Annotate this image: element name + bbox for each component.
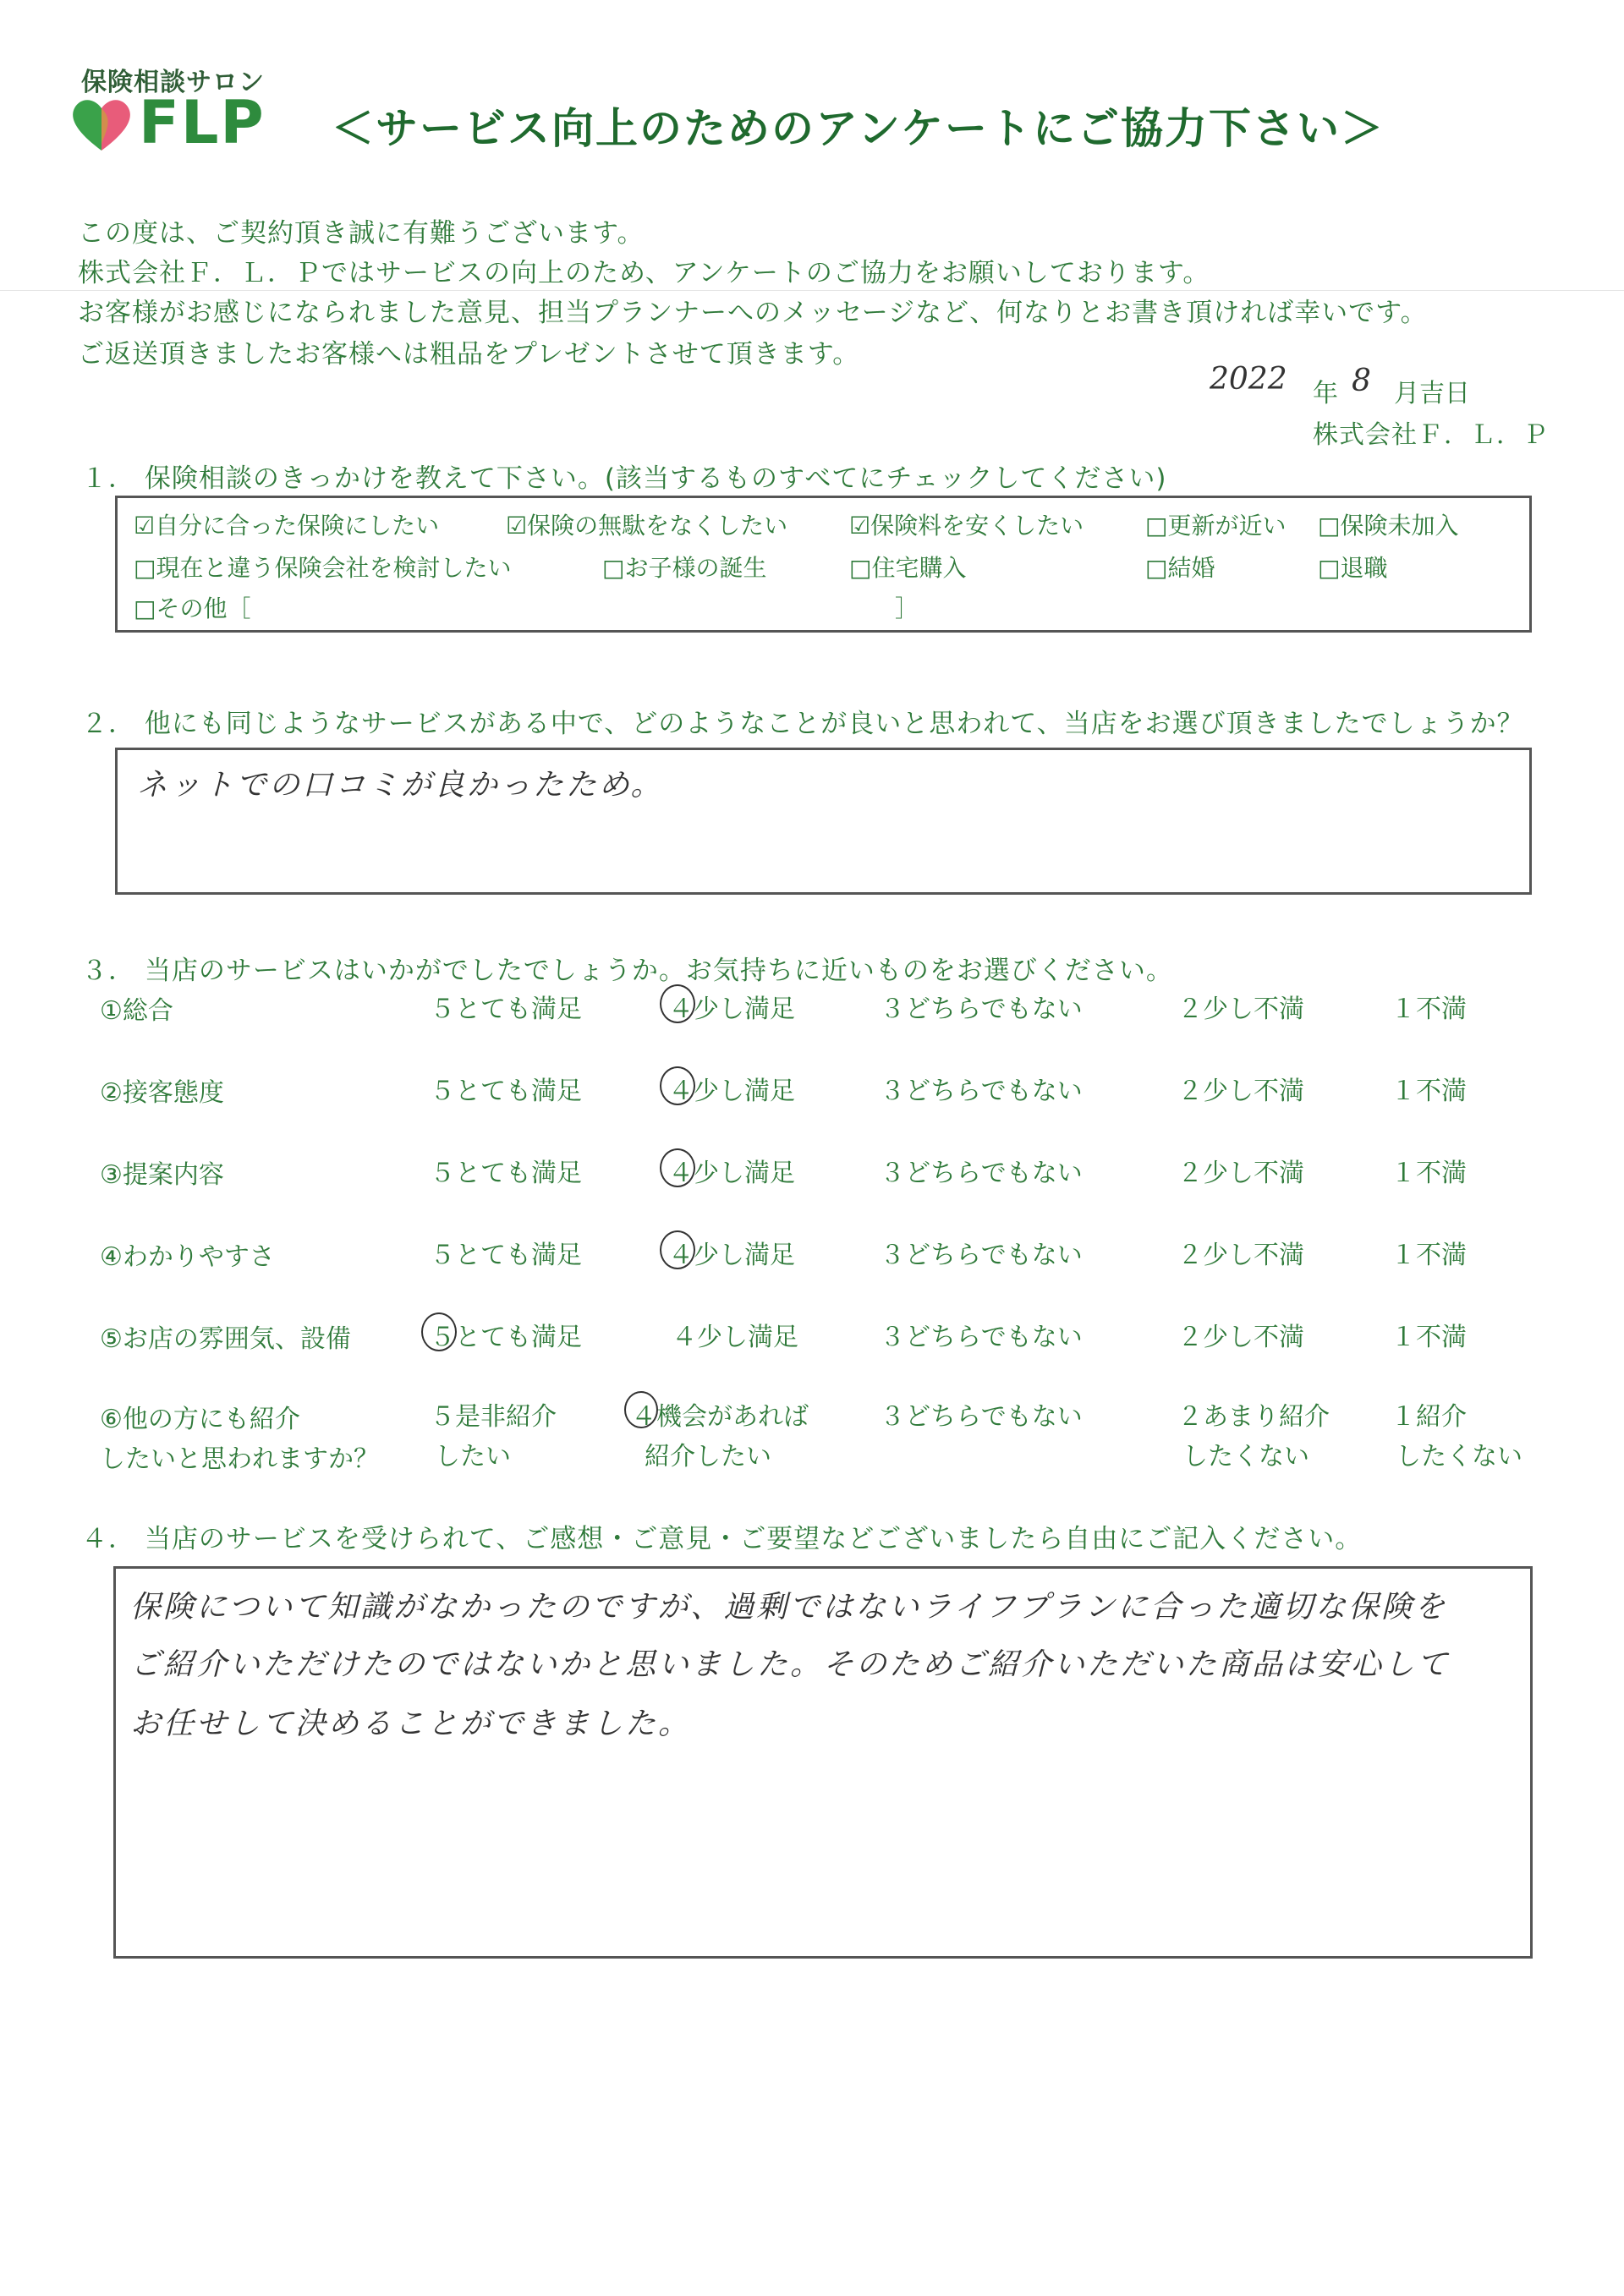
q3-rating-option[interactable]: ４少し満足 [668,1077,795,1106]
q3-rating-option[interactable]: ３どちらでもない [880,1241,1083,1270]
q1-option-other-company[interactable]: □現在と違う保険会社を検討したい [134,554,512,582]
q1-option-waste[interactable]: ☑保険の無駄をなくしたい [506,512,788,540]
q3-rating-option[interactable]: ５とても満足 [430,1241,582,1270]
q3-rating-option[interactable]: ４少し満足 [668,995,795,1024]
q3-rating-option[interactable]: ４少し満足 [668,1241,795,1270]
q3-row6-opt2-line1[interactable]: ２あまり紹介 [1177,1402,1330,1432]
q3-row6-opt1-line1[interactable]: １紹介 [1391,1402,1467,1432]
date-suffix: 月吉日 [1394,379,1470,408]
q3-row6-label-2: したいと思われますか？ [100,1444,379,1474]
q3-row6-opt1-line2: したくない [1396,1442,1522,1471]
q3-rating-option[interactable]: ２少し不満 [1177,995,1304,1024]
q3-selection-circle [660,1230,695,1269]
q3-selection-circle [421,1312,457,1351]
q1-option-cheaper[interactable]: ☑保険料を安くしたい [849,512,1084,540]
q3-row6-selection-circle [624,1391,658,1428]
q4-title: ４． 当店のサービスを受けられて、ご感想・ご意見・ご要望などございましたら自由にご記入ください。 [81,1524,1363,1554]
intro-line-3: お客様がお感じになられました意見、担当プランナーへのメッセージなど、何なりとお書き頂ければ幸いです。 [78,298,1428,328]
q3-rating-option[interactable]: １不満 [1391,1077,1467,1106]
q4-answer-line-3: お任せして決めることができました。 [130,1707,692,1741]
q2-answer-text: ネットでの口コミが良かったため。 [137,768,664,803]
q3-rating-option[interactable]: １不満 [1391,995,1467,1024]
q3-rating-option[interactable]: ５とても満足 [430,1323,582,1352]
q3-selection-circle [660,984,695,1023]
logo-text: FLP [139,88,266,157]
q1-option-retirement[interactable]: □退職 [1318,554,1388,582]
q3-rating-option[interactable]: ４少し満足 [672,1323,798,1352]
q3-rating-option[interactable]: ２少し不満 [1177,1159,1304,1188]
q3-rating-option[interactable]: ３どちらでもない [880,995,1083,1024]
q3-rating-option[interactable]: ４少し満足 [668,1159,795,1188]
q3-rating-option[interactable]: ３どちらでもない [880,1159,1083,1188]
intro-line-4: ご返送頂きましたお客様へは粗品をプレゼントさせて頂きます。 [78,339,860,370]
q3-rating-option[interactable]: ３どちらでもない [880,1077,1083,1106]
q3-rating-option[interactable]: １不満 [1391,1159,1467,1188]
q3-row6-opt2-line2: したくない [1182,1442,1309,1471]
q2-title: ２． 他にも同じようなサービスがある中で、どのようなことが良いと思われて、当店をお選び頂きましたでしょうか？ [81,709,1524,739]
q4-answer-line-2: ご紹介いただけたのではないかと思いました。そのためご紹介いただいた商品は安心して [130,1647,1451,1682]
q3-rating-option[interactable]: １不満 [1391,1241,1467,1270]
page-title: ＜サービス向上のためのアンケートにご協力下さい＞ [332,104,1385,153]
q1-option-other[interactable]: □その他［ [134,595,251,622]
q1-option-renewal[interactable]: □更新が近い [1145,512,1287,540]
q3-row6-opt3-line1[interactable]: ３どちらでもない [880,1402,1083,1432]
q3-rating-option[interactable]: ３どちらでもない [880,1323,1083,1352]
q3-row-label: ③提案内容 [100,1160,224,1190]
intro-line-2: 株式会社Ｆ．Ｌ．Ｐではサービスの向上のため、アンケートのご協力をお願いしております。 [78,258,1210,288]
q3-row6-opt4-line2: 紹介したい [645,1442,771,1471]
date-year: 2022 [1210,362,1287,397]
q3-row-label: ⑤お店の雰囲気、設備 [100,1324,351,1354]
q3-row-label: ①総合 [100,996,173,1026]
q3-selection-circle [660,1148,695,1187]
q1-option-fit[interactable]: ☑自分に合った保険にしたい [134,512,440,540]
company-name: 株式会社Ｆ．Ｌ．Ｐ [1313,420,1549,450]
q3-title: ３． 当店のサービスはいかがでしたでしょうか。お気持ちに近いものをお選びください。 [81,956,1173,986]
q3-rating-option[interactable]: ５とても満足 [430,1077,582,1106]
date-year-label: 年 [1313,379,1338,408]
q4-answer-line-1: 保険について知識がなかったのですが、過剰ではないライフプランに合った適切な保険を [130,1590,1448,1625]
q3-row-label: ④わかりやすさ [100,1242,275,1272]
q3-rating-option[interactable]: ５とても満足 [430,1159,582,1188]
q1-option-other-close: ］ [895,595,919,622]
q3-row6-label-1: ⑥他の方にも紹介 [100,1405,300,1434]
q1-option-house[interactable]: □住宅購入 [849,554,967,582]
intro-line-1: この度は、ご契約頂き誠に有難うございます。 [78,218,645,249]
q3-rating-option[interactable]: ２少し不満 [1177,1323,1304,1352]
q1-option-childbirth[interactable]: □お子様の誕生 [602,554,767,582]
q1-option-uninsured[interactable]: □保険未加入 [1318,512,1459,540]
q3-rating-option[interactable]: １不満 [1391,1323,1467,1352]
q1-option-marriage[interactable]: □結婚 [1145,554,1215,582]
heart-logo-icon [68,93,135,154]
q1-title: １． 保険相談のきっかけを教えて下さい。(該当するものすべてにチェックしてください) [81,463,1167,494]
logo-subtitle: 保険相談サロン [81,68,265,97]
q3-rating-option[interactable]: ５とても満足 [430,995,582,1024]
q3-row-label: ②接客態度 [100,1078,224,1108]
q3-row6-opt4-line1[interactable]: ４機会があれば [631,1402,809,1432]
q3-rating-option[interactable]: ２少し不満 [1177,1241,1304,1270]
q3-rating-option[interactable]: ２少し不満 [1177,1077,1304,1106]
q3-row6-opt5-line1[interactable]: ５是非紹介 [430,1402,557,1432]
q3-row6-opt5-line2: したい [435,1442,511,1471]
date-month: 8 [1352,364,1371,398]
q3-selection-circle [660,1066,695,1105]
